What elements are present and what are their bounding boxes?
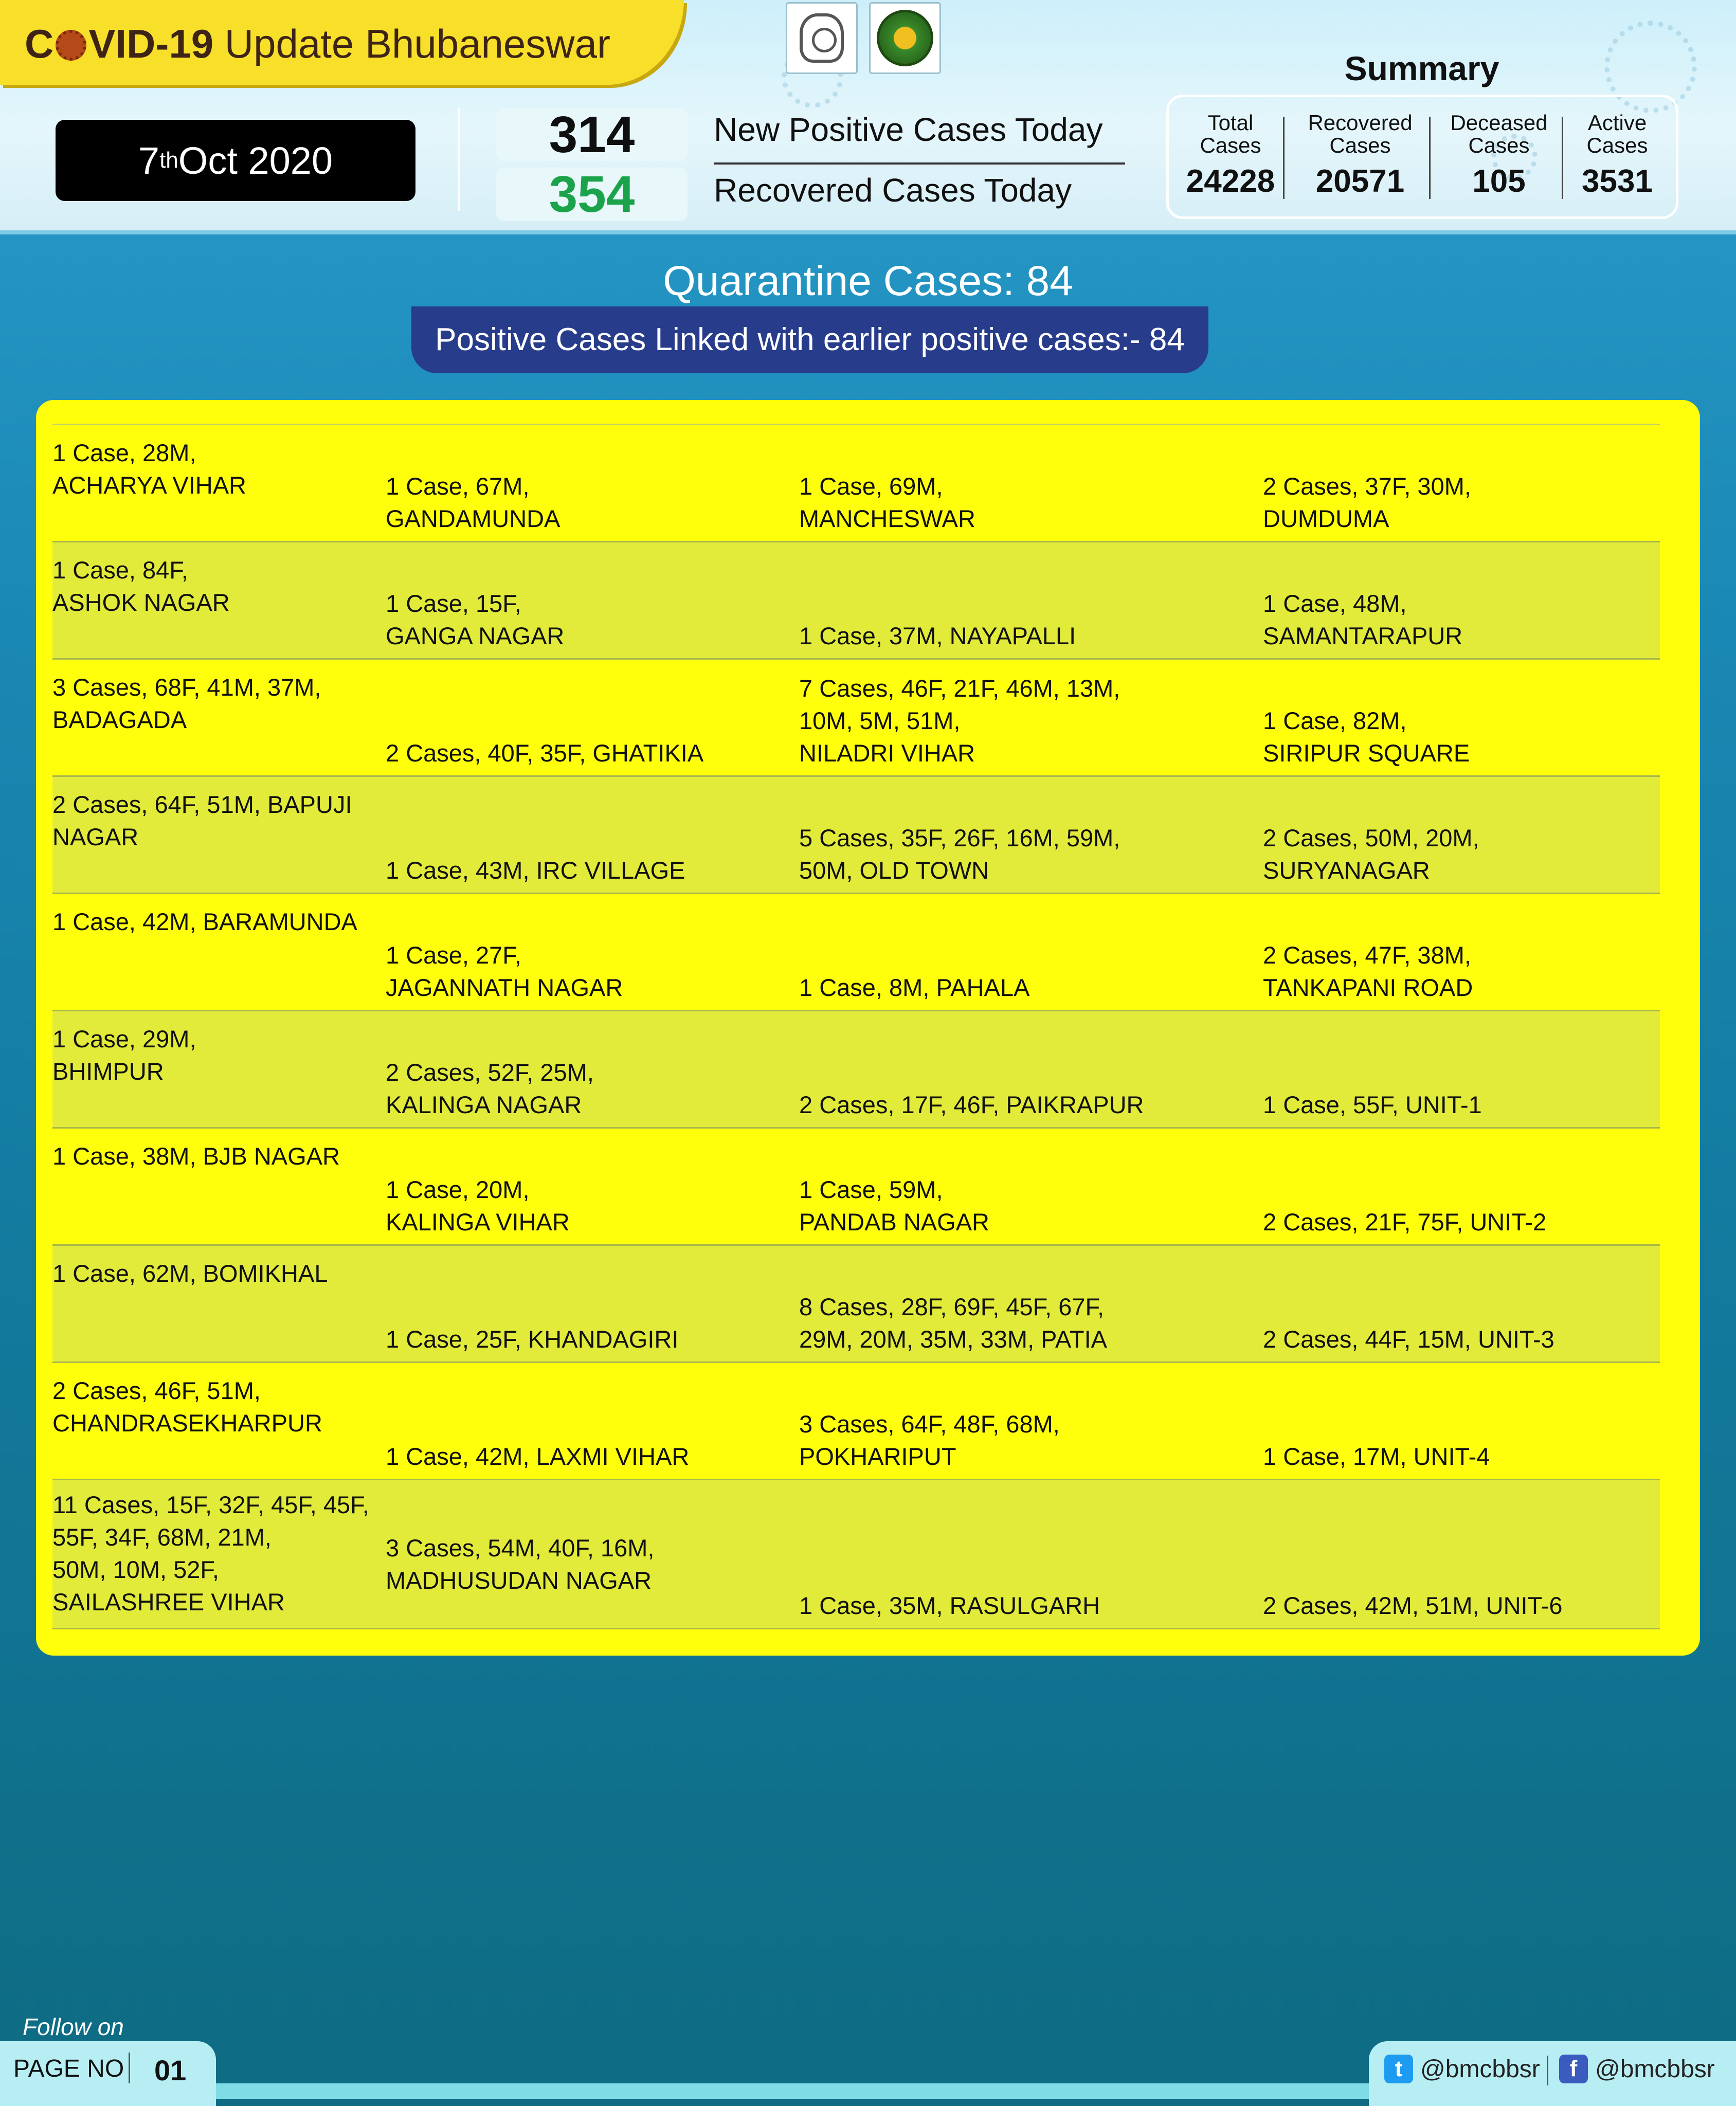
date-badge xyxy=(56,120,415,201)
table-row xyxy=(52,777,1660,894)
table-row xyxy=(52,425,1660,542)
case-cell: 1 Case, 27F, JAGANNATH NAGAR xyxy=(386,941,623,1001)
odisha-emblem-logo xyxy=(786,2,858,74)
case-cell: 1 Case, 25F, KHANDAGIRI xyxy=(386,1326,679,1353)
page-number: 01 xyxy=(154,2054,187,2086)
case-cell: 11 Cases, 15F, 32F, 45F, 45F, 55F, 34F, 68M, 21M, 50M, 10M, 52F, SAILASHREE VIHAR xyxy=(52,1491,369,1615)
case-cell: 1 Case, 62M, BOMIKHAL xyxy=(52,1260,328,1287)
case-cell: 1 Case, 20M, KALINGA VIHAR xyxy=(386,1176,570,1236)
date-month-year: Oct 2020 xyxy=(178,139,333,182)
summary-value: 105 xyxy=(1472,164,1526,199)
summary-deceased xyxy=(1437,112,1561,199)
page-title xyxy=(25,15,610,72)
case-cell: 1 Case, 35M, RASULGARH xyxy=(799,1592,1100,1619)
bmc-logo xyxy=(869,2,941,74)
label-divider xyxy=(714,162,1125,165)
follow-on-label: Follow on xyxy=(23,2013,124,2040)
summary-recovered xyxy=(1298,112,1422,199)
case-cell: 1 Case, 69M, MANCHESWAR xyxy=(799,473,975,532)
case-cell: 1 Case, 55F, UNIT-1 xyxy=(1263,1091,1482,1118)
summary-label: Total Cases xyxy=(1200,111,1261,157)
table-row xyxy=(52,1480,1660,1629)
table-row xyxy=(52,1246,1660,1363)
linked-cases-banner: Positive Cases Linked with earlier positive cases:- 84 xyxy=(411,306,1208,373)
case-cell: 1 Case, 42M, BARAMUNDA xyxy=(52,908,357,935)
twitter-handle[interactable] xyxy=(1384,2055,1540,2083)
case-cell: 1 Case, 29M, BHIMPUR xyxy=(52,1025,196,1085)
case-cell: 2 Cases, 21F, 75F, UNIT-2 xyxy=(1263,1208,1547,1236)
summary-label: Deceased Cases xyxy=(1450,111,1548,157)
table-row xyxy=(52,1129,1660,1246)
case-cell: 1 Case, 15F, GANGA NAGAR xyxy=(386,590,565,649)
title-part: Update Bhubaneswar xyxy=(213,21,610,66)
bmc-emblem-icon xyxy=(877,10,933,66)
new-cases-label: New Positive Cases Today xyxy=(714,111,1103,148)
case-cell: 1 Case, 17M, UNIT-4 xyxy=(1263,1443,1490,1470)
summary-title: Summary xyxy=(1344,49,1499,87)
emblem-icon xyxy=(800,13,844,63)
summary-total xyxy=(1169,112,1292,199)
case-cell: 8 Cases, 28F, 69F, 45F, 67F, 29M, 20M, 35M, 33M, PATIA xyxy=(799,1293,1108,1353)
title-part: VID-19 xyxy=(88,21,214,66)
case-cell: 1 Case, 84F, ASHOK NAGAR xyxy=(52,556,230,616)
summary-separator xyxy=(1283,117,1285,199)
summary-value: 3531 xyxy=(1582,164,1653,199)
case-cell: 3 Cases, 64F, 48F, 68M, POKHARIPUT xyxy=(799,1410,1060,1470)
facebook-icon: f xyxy=(1559,2055,1588,2083)
case-cell: 2 Cases, 37F, 30M, DUMDUMA xyxy=(1263,473,1471,532)
case-cell: 2 Cases, 46F, 51M, CHANDRASEKHARPUR xyxy=(52,1377,322,1437)
virus-icon xyxy=(56,30,86,61)
case-cell: 2 Cases, 47F, 38M, TANKAPANI ROAD xyxy=(1263,941,1473,1001)
case-cell: 2 Cases, 40F, 35F, GHATIKIA xyxy=(386,739,704,767)
header-divider xyxy=(0,230,1736,234)
case-cell: 3 Cases, 54M, 40F, 16M, MADHUSUDAN NAGAR xyxy=(386,1534,655,1594)
table-row xyxy=(52,1011,1660,1129)
recovered-today-count: 354 xyxy=(496,168,688,221)
case-cell: 1 Case, 43M, IRC VILLAGE xyxy=(386,857,685,884)
page-label: PAGE NO xyxy=(13,2055,124,2082)
page-number-tab xyxy=(0,2041,216,2106)
case-cell: 2 Cases, 52F, 25M, KALINGA NAGAR xyxy=(386,1059,594,1118)
case-cell: 1 Case, 37M, NAYAPALLI xyxy=(799,622,1076,649)
case-cell: 1 Case, 28M, ACHARYA VIHAR xyxy=(52,439,246,499)
case-cell: 1 Case, 42M, LAXMI VIHAR xyxy=(386,1443,690,1470)
quarantine-heading: Quarantine Cases: 84 xyxy=(663,258,1073,304)
title-part: C xyxy=(25,21,54,66)
table-row xyxy=(52,542,1660,660)
case-cell: 3 Cases, 68F, 41M, 37M, BADAGADA xyxy=(52,674,321,733)
twitter-icon: t xyxy=(1384,2055,1413,2083)
header-separator xyxy=(458,108,460,211)
case-rows xyxy=(52,425,1660,1629)
case-cell: 2 Cases, 42M, 51M, UNIT-6 xyxy=(1263,1592,1563,1619)
case-cell: 2 Cases, 17F, 46F, PAIKRAPUR xyxy=(799,1091,1144,1118)
summary-label: Recovered Cases xyxy=(1308,111,1413,157)
title-banner xyxy=(0,0,684,85)
date-suffix: th xyxy=(159,148,178,173)
case-cell: 1 Case, 67M, GANDAMUNDA xyxy=(386,473,560,532)
case-cell: 1 Case, 8M, PAHALA xyxy=(799,974,1030,1001)
twitter-text: @bmcbbsr xyxy=(1420,2055,1540,2083)
case-cell: 2 Cases, 50M, 20M, SURYANAGAR xyxy=(1263,824,1479,884)
facebook-text: @bmcbbsr xyxy=(1595,2055,1715,2083)
table-row xyxy=(52,894,1660,1011)
social-tab xyxy=(1369,2041,1736,2106)
summary-label: Active Cases xyxy=(1586,111,1648,157)
case-cell: 2 Cases, 64F, 51M, BAPUJI NAGAR xyxy=(52,791,352,850)
table-row xyxy=(52,660,1660,777)
social-separator xyxy=(1547,2056,1548,2085)
recovered-today-label: Recovered Cases Today xyxy=(714,172,1072,209)
case-cell: 1 Case, 82M, SIRIPUR SQUARE xyxy=(1263,707,1470,767)
case-table xyxy=(52,424,1660,1629)
summary-value: 24228 xyxy=(1186,164,1275,199)
summary-active xyxy=(1556,112,1679,199)
summary-separator xyxy=(1429,117,1431,199)
case-cell: 2 Cases, 44F, 15M, UNIT-3 xyxy=(1263,1326,1554,1353)
case-list-card xyxy=(36,400,1700,1656)
case-cell: 1 Case, 48M, SAMANTARAPUR xyxy=(1263,590,1463,649)
case-cell: 1 Case, 59M, PANDAB NAGAR xyxy=(799,1176,989,1236)
table-row xyxy=(52,1363,1660,1480)
summary-panel xyxy=(1166,95,1678,219)
page-separator xyxy=(129,2053,130,2083)
facebook-handle[interactable] xyxy=(1559,2055,1715,2083)
case-cell: 5 Cases, 35F, 26F, 16M, 59M, 50M, OLD TOWN xyxy=(799,824,1120,884)
date-day: 7 xyxy=(138,139,160,182)
summary-value: 20571 xyxy=(1315,164,1405,199)
case-cell: 7 Cases, 46F, 21F, 46M, 13M, 10M, 5M, 51M, NILADRI VIHAR xyxy=(799,675,1120,767)
new-cases-count: 314 xyxy=(496,108,688,161)
case-cell: 1 Case, 38M, BJB NAGAR xyxy=(52,1142,340,1170)
